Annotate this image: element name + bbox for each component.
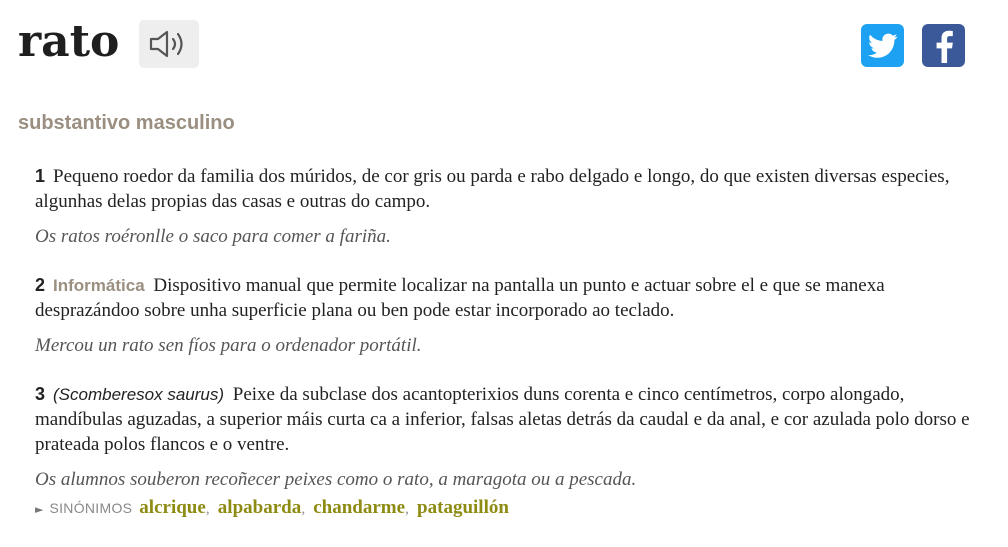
- part-of-speech: substantivo masculino: [18, 112, 235, 134]
- twitter-share-button[interactable]: [861, 24, 904, 67]
- synonym-link[interactable]: alcrique: [139, 497, 206, 518]
- headword: rato: [18, 16, 120, 67]
- synonym-link[interactable]: chandarme: [313, 497, 406, 518]
- synonym-separator: ,: [205, 500, 210, 517]
- synonym-separator: ,: [301, 500, 306, 517]
- sense-2-example: Mercou un rato sen fíos para o ordenador portátil.: [35, 335, 422, 356]
- domain-label: Informática: [53, 276, 145, 295]
- sense-3-example: Os alumnos souberon recoñecer peixes como o rato, a maragota ou a pescada.: [35, 469, 637, 490]
- sense-number: 3: [35, 384, 46, 404]
- sense-3: [35, 382, 970, 457]
- twitter-icon: [868, 33, 898, 59]
- sense-1-example: Os ratos roéronlle o saco para comer a fariña.: [35, 226, 391, 247]
- synonym-link[interactable]: pataguillón: [417, 497, 509, 518]
- sense-1: [35, 164, 970, 214]
- synonym-link[interactable]: alpabarda: [217, 497, 302, 518]
- synonyms-label: SINÓNIMOS: [49, 500, 133, 516]
- sense-number: 1: [35, 166, 46, 186]
- audio-button[interactable]: [139, 20, 199, 68]
- scientific-name: (Scomberesox saurus): [53, 385, 225, 404]
- sense-2: [35, 273, 970, 323]
- speaker-icon: [148, 29, 190, 59]
- sense-definition: Dispositivo manual que permite localizar na pantalla un punto e actuar sobre el e que se manexa desprazándoo sobre unha superficie plana ou ben pode estar incorporado ao teclado.: [35, 275, 885, 321]
- sense-definition: Pequeno roedor da familia dos múridos, de cor gris ou parda e rabo delgado e longo, do que existen diversas especies, algunhas delas propias das casas e outras do campo.: [35, 166, 950, 212]
- triangle-right-icon: ►: [35, 503, 44, 516]
- sense-number: 2: [35, 275, 46, 295]
- synonym-separator: ,: [405, 500, 410, 517]
- facebook-share-button[interactable]: [922, 24, 965, 67]
- facebook-icon: [933, 29, 955, 63]
- sense-definition: Peixe da subclase dos acantopterixios duns corenta e cinco centímetros, corpo alongado, mandíbulas aguzadas, a superior máis curta ca a inferior, falsas aletas detrás da caudal e da anal, e cor azulada polo dorso e prateada polos flancos e o ventre.: [35, 384, 970, 455]
- synonyms-row: [35, 497, 509, 519]
